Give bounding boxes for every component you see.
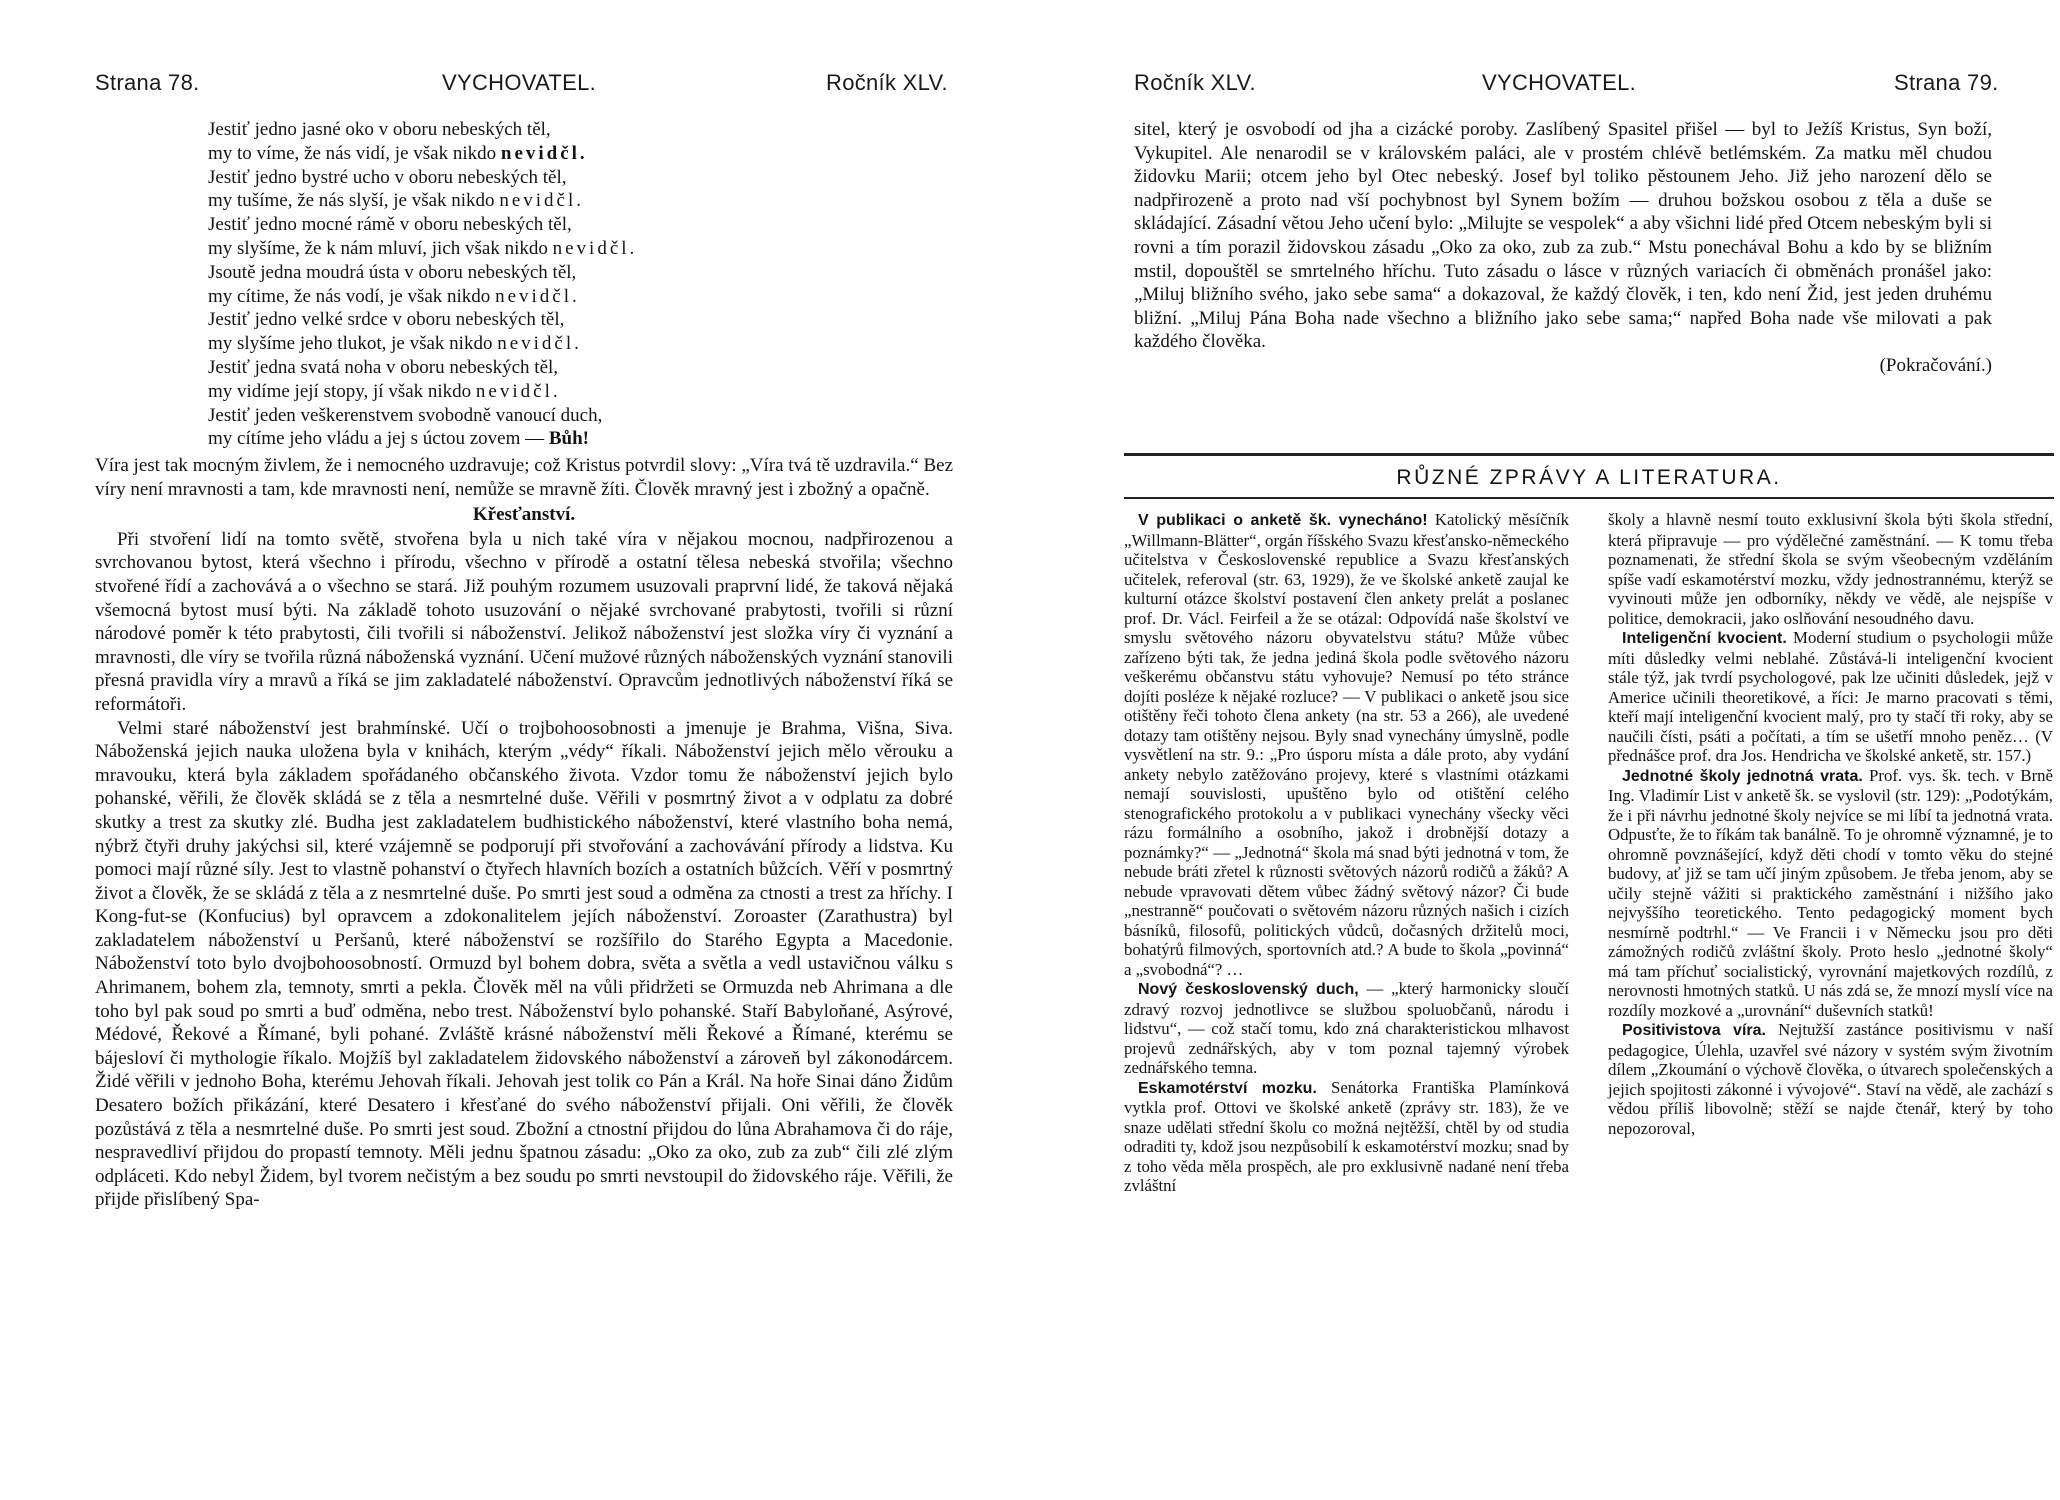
poem-line: Jestiť jedno jasné oko v oboru nebeských těl, — [208, 119, 551, 140]
poem-line: Jestiť jedna svatá noha v oboru nebeských těl, — [208, 356, 559, 378]
news-item-lead: Positivistova víra. — [1622, 1022, 1766, 1039]
news-item: školy a hlavně nesmí touto exklusivní škola býti škola střední, která připravuje — pro výdělečné zaměstnání. — K tomu třeba poznamenati, že střední škola se svým všeobecným vzděláním spíše vadí eskamotérství mozku, vždy jednostrannému, kterýž se vyvinouti může jen odborníky, někdy ve vědě, ale nejspíše v politice, demokracii, jako oslňování nesoudného davu. — [1608, 510, 2053, 628]
news-item-lead: Jednotné školy jednotná vrata. — [1622, 767, 1863, 785]
page-number-left: Strana 78. — [95, 70, 200, 95]
poem-line: my slyšíme jeho tlukot, je však nikdo nevidčl. — [208, 333, 582, 355]
continuation-note: (Pokračování.) — [1879, 354, 1992, 376]
poem-line: my tušíme, že nás slyší, je však nikdo nevidčl. — [208, 190, 584, 212]
news-item: Nový československý duch, — „který harmonicky sloučí zdravý rozvoj jednotlivce se službou spoluobčanů, národu i lidstvu“, — což stačí tomu, kdo zná charakteristickou mlhavost projevů zednářských, aby v tom poznal tajemný výrobek zednářského temna. — [1124, 979, 1570, 1077]
section-heading-news: RŮZNÉ ZPRÁVY A LITERATURA. — [1396, 466, 1782, 489]
journal-title-right: VYCHOVATEL. — [1482, 70, 1637, 95]
volume-left: Ročník XLV. — [826, 70, 948, 95]
news-item: Positivistova víra. Nejtužší zastánce positivismu v naší pedagogice, Úlehla, uzavřel své názory v systém svým životním dílem „Zkoumání o výchově člověka, o útvarech společenských a jejich spojitosti zákonné i vývojové“. Staví na vědě, ale zachází s vědou příliš libovolně; stěží se najde čtenář, který by toho nepozoroval, — [1608, 1020, 2054, 1138]
news-item: Inteligenční kvocient. Moderní studium o psychologii může míti důsledky velmi neblahé. Zůstává-li inteligenční kvocient stále týž, jak tvrdí psychologové, pak lze učiniti důsledek, jejž v Americe učinili theoretikové, a říci: Je marno pracovati s těmi, kteří mají inteligenční kvocient malý, pro ty stačí tři roky, aby se naučili čísti, psáti a počítati, a tím se ušetří mnoho peněz… (V přednášce prof. dra Jos. Hendricha ve školské anketě, str. 157.) — [1608, 628, 2054, 765]
page-number-right: Strana 79. — [1894, 70, 1999, 95]
volume-right: Ročník XLV. — [1134, 70, 1256, 95]
section-rule-top — [1124, 453, 2054, 456]
news-item-lead: V publikaci o anketě šk. vynecháno! — [1138, 512, 1428, 529]
paragraph-faith: Víra jest tak mocným živlem, že i nemocného uzdravuje; což Kristus potvrdil slovy: „Víra tvá tě uzdravila.“ Bez víry není mravnosti a tam, kde mravnosti není, nemůže se mravně žíti. Člověk mravný jest i zbožný a opačně. — [95, 455, 953, 500]
poem-line: my cítime, že nás vodí, je však nikdo nevidčl. — [208, 285, 580, 307]
poem-line: Jsoutě jedna moudrá ústa v oboru nebeských těl, — [208, 261, 577, 283]
continued-text — [1134, 118, 1992, 378]
news-item: Jednotné školy jednotná vrata. Prof. vys. šk. tech. v Brně Ing. Vladimír List v anketě šk. se vyslovil (str. 129): „Podotýkám, že i při návrhu jednotné školy nejvíce se mi líbí ta jednotná vrata. Odpusťte, že to říkám tak banálně. To je ohromně významné, je to ohromně povznášející, když děti chodí v tomto věku do stejné budovy, ať již se tam učí jiným způsobem. Je třeba jenom, aby se učily stejně vážiti si praktického zaměstnání i nižšího jako nejvyššího teoretického. Tento pedagogický moment bych nesmírně podtrhl.“ — Ve Francii i v Německu jsou pro děti zámožných rodičů zvláštní školy. Proto heslo „jednotné školy“ má tam příchuť socialistický, vyrovnání majetkových rozdílů, z nerovnosti hmotných statků. U nás zdá se, že mnozí myslí více na rozdíly mozkové a „urovnání“ duševních statků! — [1608, 765, 2054, 1020]
poem-line: Jestiť jedno bystré ucho v oboru nebeských těl, — [208, 166, 567, 188]
section-rule-bottom — [1124, 497, 2054, 499]
news-item-lead: Nový československý duch, — [1138, 981, 1359, 998]
paragraph-continued: sitel, který je osvobodí od jha a cizácké poroby. Zaslíbený Spasitel přišel — byl to Ježíš Kristus, Syn boží, Vykupitel. Ale nenarodil se v královském paláci, ale v prostém chlévě betlémském. Za matku měl chudou židovku Marii; otcem jeho byl Otec nebeský. Josef byl toliko pěstounem Jeho. Již jeho narození dělo se nadpřirozeně a proto nad vší pochybnost byl Synem božím — druhou božskou osobou z těla a duše se skládající. Zásadní větou Jeho učení bylo: „Milujte se vespolek“ a aby všichni lidé před Otcem nebeským byli si rovni a tím porazil židovskou zásadu „Oko za oko, zub za zub.“ Mstu ponechával Bohu a kdo by se bližním mstil, dopouštěl se smrtelného hříchu. Tuto zásadu o lásce v různých variacích či obměnách pronášel jako: „Miluj bližního svého, jako sebe sama“ a dokazoval, že každý člověk, i ten, kdo není Žid, jest jeden druhému bližní. „Miluj Pána Boha nade všechno a bližního jako sebe sama;“ napřed Boha nade vše milovati a pak každého člověka. — [1134, 119, 1992, 353]
news-item: Eskamotérství mozku. Senátorka Františka Plamínková vytkla prof. Ottovi ve školské anketě (zprávy str. 183), že ve snaze udělati střední školu co možná nejtěžší, chtěl by od studia odraditi ty, kdož jsou nezpůsobilí k eskamotérství mozku; snad by z toho věda měla prospěch, ale pro exklusivně nadané není třeba zvláštní — [1124, 1077, 1570, 1195]
news-column-1 — [1124, 510, 1569, 1196]
poem-line: my slyšíme, že k nám mluví, jich však nikdo nevidčl. — [208, 237, 638, 259]
poem-line: my to víme, že nás vidí, je však nikdo nevidčl. — [208, 142, 588, 164]
left-body — [95, 454, 953, 1212]
poem-line: my cítíme jeho vládu a jej s úctou zovem — Bůh! — [208, 428, 589, 450]
right-page — [1030, 0, 2060, 1500]
journal-title-left: VYCHOVATEL. — [442, 70, 597, 95]
news-column-2 — [1608, 510, 2053, 1138]
poem — [208, 118, 848, 451]
poem-line: Jestiť jedno mocné rámě v oboru nebeských těl, — [208, 214, 572, 236]
paragraph-creation: Při stvoření lidí na tomto světě, stvořena byla u nich také víra v nějakou mocnou, nadpřirozenou a svrchovanou bytost, která všechno i přírodu, všechno v přírodě a ostatní tělesa nebeská stvořila; všechno stvořené řídí a zachovává a o všechno se stará. Již pouhým rozumem usuzovali praprvní lidé, že taková nějaká všemocná bytost musí býti. Na základě tohoto usuzování o nějaké svrchované prabytosti, tvořili si různí národové poměr k této prabytosti, čili tvořili si náboženství. Jelikož náboženství jest složka víry či vyznání a mravnosti, dle víry se tvořila různá náboženská vyznání. Učení mužové různých náboženských vyznání stanovili přesná pravidla víry a mravů a říká se jim zakladatelé náboženství. Opravcům jednotlivých náboženství říká se reformátoři. — [95, 528, 953, 715]
news-item-lead: Eskamotérství mozku. — [1138, 1079, 1317, 1097]
poem-line: my vidíme její stopy, jí však nikdo nevidčl. — [208, 380, 561, 402]
news-item: V publikaci o anketě šk. vynecháno! Katolický měsíčník „Willmann-Blätter“, orgán říšského Svazu křesťansko-německého učitelstva v Československé republice a Svazu křesťanských učitelek, referoval (str. 63, 1929), že ve školské anketě zaujal ke kulturní otázce školství postavení člen ankety prelát a poslanec prof. Dr. Václ. Feirfeil a že se otázal: Odpovídá naše školství ve smyslu světového názoru obyvatelstvu státu? Může vůbec zařízeno býti tak, že jedna jediná škola podle světového názoru veškerému občanstvu státu vyhovuje? Nemusí po této stránce dojíti posléze k nějaké rozluce? — V publikaci o anketě jsou sice otištěny řeči tohoto člena ankety (na str. 53 a 266), ale uvedené dotazy tam otištěny nejsou. Byly snad vynechány úmyslně, podle vysvětlení na str. 9.: „Pro úsporu místa a dále proto, aby vydání ankety nebylo zatěžováno projevy, které s vlastními otázkami nemají souvislosti, upuštěno bylo od otištění celého stenografického protokolu a v publikaci vynechány všecky věci rázu formálního a osobního, jakož i drobnější dotazy a poznámky?“ — „Jednotná“ škola má snad býti jednotná v tom, že nebude bráti zřetel k různosti světových názorů rodičů a žáků? A nebude vpravovati dětem vůbec žádný světový názor? Či bude „nestranně“ poučovati o světovém názoru různých našich i cizích básníků, filosofů, politických vůdců, dočasných držitelů moci, bohatýrů filmových, sportovních atd.? A bude to škola „povinná“ a „svobodná“? … — [1124, 510, 1570, 979]
poem-line: Jestiť jedno velké srdce v oboru nebeských těl, — [208, 309, 565, 331]
section-title-christianity: Křesťanství. — [472, 504, 576, 526]
poem-line: Jestiť jeden veškerenstvem svobodně vanoucí duch, — [208, 404, 603, 426]
paragraph-brahman: Velmi staré náboženství jest brahmínské. Učí o trojbohoosobnosti a jmenuje je Brahma, Višna, Siva. Náboženská jejich nauka uložena byla v knihách, kterým „védy“ říkali. Náboženství jejich mělo věrouku a mravouku, která byla základem spořádaného občanského života. Vzdor tomu že náboženství jejich bylo pohanské, věřili, že člověk skládá se z těla a nesmrtelné duše. Věřili v posmrtný život a v odplatu za dobré skutky a trest za skutky zlé. Budha jest zakladatelem budhistického náboženství, které vlastního boha nemá, nýbrž čtyři druhy jakýchsi sil, které vzájemně se podporují při stvořování a zachovávání přírody a lidstva. Ku pomoci mají různé síly. Jest to vlastně pohanství o čtyřech hlavních bozích a ostatních bůžcích. Věří v posmrtný život a člověk, že se skládá z těla a z nesmrtelné duše. Po smrti jest soud a odměna za ctnosti a trest za hříchy. I Kong-fut-se (Konfucius) byl opravcem a zdokonalitelem jejích náboženství. Zoroaster (Zarathustra) byl zakladatelem náboženství u Peršanů, které náboženství se rozšířilo do Starého Egypta a Macedonie. Náboženství toto bylo dvojbohoosobností. Ormuzd byl bohem dobra, světa a světla a vedl ustavičnou válku s Ahrimanem, bohem zla, temnoty, smrti a pekla. Člověk měl na vůli přidržeti se Ormuzda neb Ahrimana a dle toho byl pak soud po smrti a buď odměna, nebo trest. Náboženství bylo pohanské. Staří Babyloňané, Asýrové, Médové, Řekové a Římané, byli pohané. Zvláště krásné náboženství měli Řekové a Římané, kterému se bájesloví či mythologie říkalo. Mojžíš byl zakladatelem židovského náboženství a zároveň byl zákonodárcem. Židé věřili v jednoho Boha, kterému Jehovah říkali. Jehovah jest tolik co Pán a Král. Na hoře Sinai dáno Židům Desatero božích přikázání, které Desatero i křesťané do svého náboženství přijali. Oni věřili, že člověk pozůstává z těla a nesmrtelné duše. Po smrti jest soud. Zbožní a ctnostní přijdou do lůna Abrahamova či do ráje, nespravedliví přijdou do propastí temnoty. Měli jednu špatnou zásadu: „Oko za oko, zub za zub“ čili zlé zlým odpláceti. Kdo nebyl Židem, byl tvorem nečistým a bez soudu po smrti nevstoupil do židovského ráje. Věřili, že přijde přislíbený Spa- — [95, 717, 953, 1211]
news-item-lead: Inteligenční kvocient. — [1622, 630, 1787, 647]
